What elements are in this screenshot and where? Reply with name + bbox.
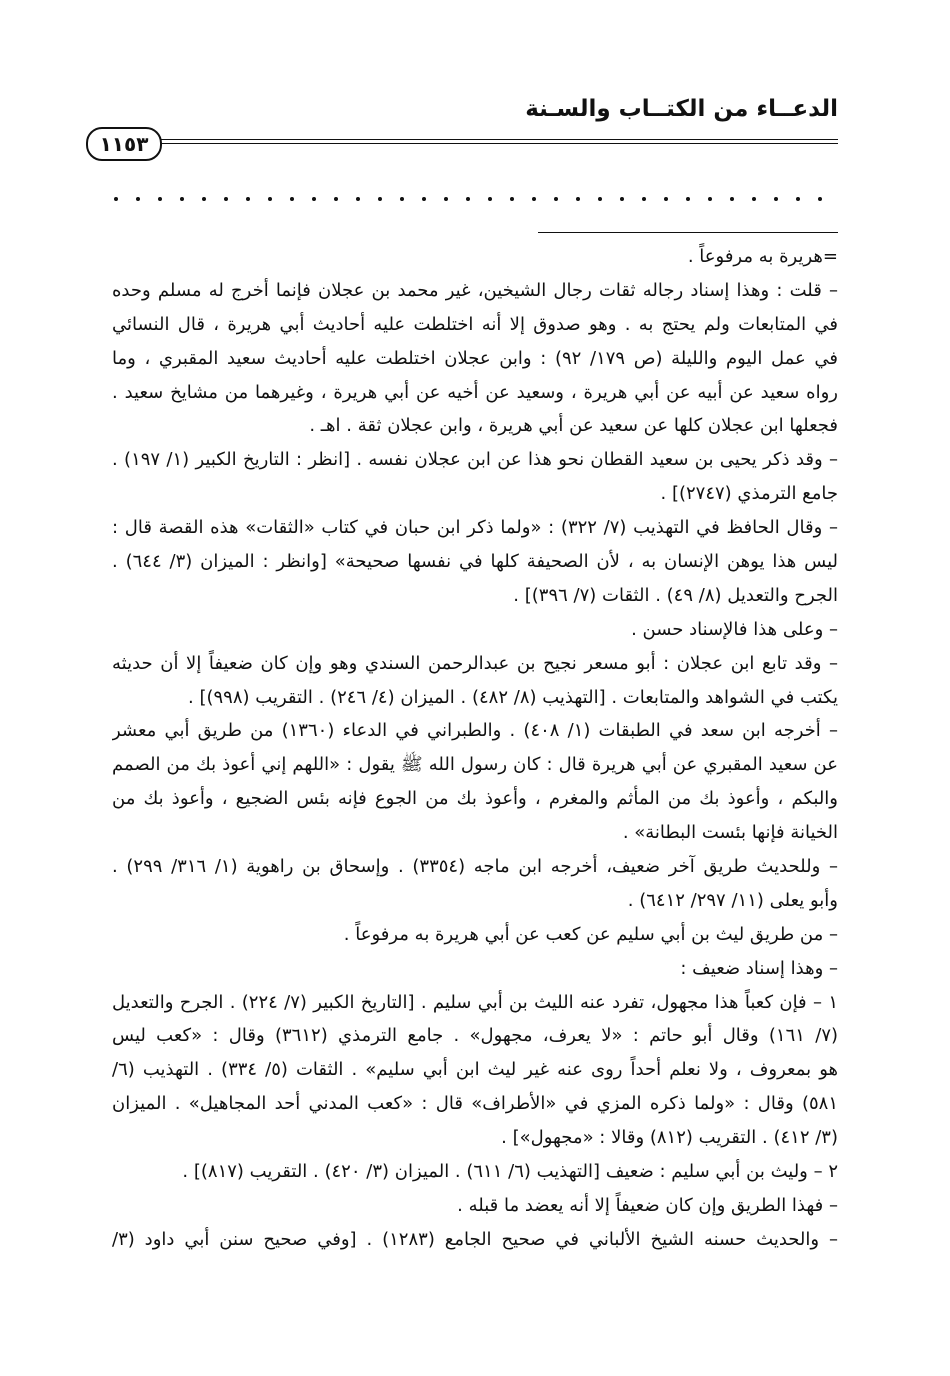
footnote-separator-rule xyxy=(538,232,838,233)
running-header-title: الدعــاء من الكتــاب والسـنة xyxy=(525,96,838,122)
text-line: وأبو يعلى (١١/ ٢٩٧/ ٦٤١٢) . xyxy=(627,889,838,911)
separator-dot xyxy=(136,197,140,201)
dotted-separator xyxy=(114,193,834,205)
page-number: ١١٥٣ xyxy=(86,127,162,161)
separator-dot xyxy=(246,197,250,201)
text-line: (٧/ ١٦١) وقال أبو حاتم : «لا يعرف، مجهول» . جامع الترمذي (٣٦١٢) وقال : «كعب ليس xyxy=(112,1025,838,1047)
separator-dot xyxy=(378,197,382,201)
text-line: – والحديث حسنه الشيخ الألباني في صحيح الجامع (١٢٨٣) . [وفي صحيح سنن أبي داود (٣/ xyxy=(112,1228,838,1250)
separator-dot xyxy=(774,197,778,201)
text-line: في المتابعات ولم يحتج به . وهو صدوق إلا أنه اختلطت عليه أحاديث أبي هريرة ، قال النسائي xyxy=(112,313,838,335)
text-line: – وقال الحافظ في التهذيب (٧/ ٣٢٢) : «ولما ذكر ابن حبان في كتاب «الثقات» هذه القصة قال : xyxy=(112,517,838,539)
text-line: في عمل اليوم والليلة (ص ١٧٩/ ٩٢) : وابن عجلان اختلطت عليه أحاديث سعيد المقبري ، وما xyxy=(112,347,838,369)
separator-dot xyxy=(356,197,360,201)
separator-dot xyxy=(290,197,294,201)
separator-dot xyxy=(554,197,558,201)
separator-dot xyxy=(642,197,646,201)
separator-dot xyxy=(114,197,118,201)
separator-dot xyxy=(598,197,602,201)
text-line: (٣/ ٤١٢) . التقريب (٨١٢) وقالا : «مجهول»] . xyxy=(501,1127,838,1149)
text-line: – قلت : وهذا إسناد رجاله ثقات رجال الشيخين، غير محمد بن عجلان فإنما أخرج له مسلم وحده xyxy=(112,279,838,301)
separator-dot xyxy=(620,197,624,201)
separator-dot xyxy=(730,197,734,201)
text-line: الجرح والتعديل (٨/ ٤٩) . الثقات (٧/ ٣٩٦)] . xyxy=(513,584,838,606)
text-line: =هريرة به مرفوعاً . xyxy=(687,246,838,267)
separator-dot xyxy=(312,197,316,201)
text-line: – وقد تابع ابن عجلان : أبو مسعر نجيح بن عبدالرحمن السندي وهو وإن كان ضعيفاً إلا أن حديثه xyxy=(112,652,838,674)
text-line: والبكم ، وأعوذ بك من المأثم والمغرم ، وأعوذ بك من الجوع فإنه بئس الضجيع ، وأعوذ بك من xyxy=(112,788,838,810)
text-line: الخيانة فإنها بئست البطانة» . xyxy=(622,822,838,844)
separator-dot xyxy=(818,197,822,201)
text-line: يكتب في الشواهد والمتابعات . [التهذيب (٨/ ٤٨٢) . الميزان (٤/ ٢٤٦) . التقريب (٩٩٨)] . xyxy=(188,686,838,708)
separator-dot xyxy=(422,197,426,201)
separator-dot xyxy=(466,197,470,201)
separator-dot xyxy=(576,197,580,201)
separator-dot xyxy=(400,197,404,201)
text-line: – فهذا الطريق وإن كان ضعيفاً إلا أنه يعضد ما قبله . xyxy=(457,1194,838,1216)
separator-dot xyxy=(202,197,206,201)
text-line: جامع الترمذي (٢٧٤٧)] . xyxy=(660,483,838,505)
text-line: فجعلها ابن عجلان كلها عن سعيد عن أبي هريرة ، وابن عجلان ثقة . اهـ . xyxy=(309,415,838,437)
separator-dot xyxy=(708,197,712,201)
separator-dot xyxy=(268,197,272,201)
text-line: – أخرجه ابن سعد في الطبقات (١/ ٤٠٨) . والطبراني في الدعاء (١٣٦٠) من طريق أبي معشر xyxy=(112,720,838,742)
text-line: – وهذا إسناد ضعيف : xyxy=(680,957,838,979)
text-line: رواه سعيد عن أبيه عن أبي هريرة ، وسعيد عن أخيه عن أبي هريرة ، وغيرهما من مشايخ سعيد . xyxy=(112,381,838,403)
text-line: – وللحديث طريق آخر ضعيف، أخرجه ابن ماجه (٣٣٥٤) . وإسحاق بن راهوية (١/ ٣١٦/ ٢٩٩) . xyxy=(112,856,838,878)
text-line: ٢ – وليث بن أبي سليم : ضعيف [التهذيب (٦/ ٦١١) . الميزان (٣/ ٤٢٠) . التقريب (٨١٧)] . xyxy=(182,1161,838,1183)
separator-dot xyxy=(224,197,228,201)
text-line: ١ – فإن كعباً هذا مجهول، تفرد عنه الليث بن أبي سليم . [التاريخ الكبير (٧/ ٢٢٤) . الجرح والتعديل xyxy=(112,991,838,1013)
text-line: ليس هذا يوهن الإنسان به ، لأن الصحيفة كلها في نفسها صحيحة» [وانظر : الميزان (٣/ ٦٤٤) . xyxy=(112,551,838,573)
text-line: – وعلى هذا فالإسناد حسن . xyxy=(631,618,838,640)
text-line: عن سعيد المقبري عن أبي هريرة قال : كان رسول الله ﷺ يقول : «اللهم إني أعوذ بك من الصمم xyxy=(112,754,838,776)
separator-dot xyxy=(510,197,514,201)
separator-dot xyxy=(158,197,162,201)
text-line: ٥٨١) وقال : «ولما ذكره المزي في «الأطراف» قال : «كعب المدني أحد المجاهيل» . الميزان xyxy=(112,1093,838,1115)
separator-dot xyxy=(488,197,492,201)
header-rule xyxy=(152,139,838,140)
separator-dot xyxy=(752,197,756,201)
header-rule-double xyxy=(152,143,838,144)
footnote-text xyxy=(112,240,838,1257)
separator-dot xyxy=(180,197,184,201)
text-line: هو بمعروف ، ولا نعلم أحداً روى عنه غير ليث ابن أبي سليم» . الثقات (٥/ ٣٣٤) . التهذيب (٦/ xyxy=(112,1059,838,1081)
separator-dot xyxy=(796,197,800,201)
separator-dot xyxy=(444,197,448,201)
separator-dot xyxy=(532,197,536,201)
text-line: – من طريق ليث بن أبي سليم عن كعب عن أبي هريرة به مرفوعاً . xyxy=(343,923,838,945)
separator-dot xyxy=(664,197,668,201)
text-line: – وقد ذكر يحيى بن سعيد القطان نحو هذا عن ابن عجلان نفسه . [انظر : التاريخ الكبير (١/ ١٩٧) . xyxy=(112,449,838,471)
separator-dot xyxy=(334,197,338,201)
separator-dot xyxy=(686,197,690,201)
